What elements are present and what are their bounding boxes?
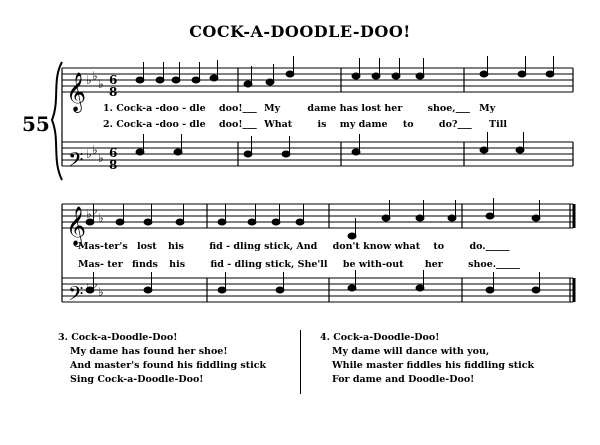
svg-text:♭: ♭ [98, 77, 104, 91]
treble-note [172, 77, 180, 83]
treble-note [532, 215, 540, 221]
svg-text:♭: ♭ [98, 285, 104, 299]
bass-note [282, 151, 290, 157]
treble-note [176, 219, 184, 225]
svg-text:♭: ♭ [92, 69, 98, 83]
svg-text:♭: ♭ [98, 211, 104, 225]
lyrics-verse-1-line-2: Mas-ter's lost his fid - dling stick, And don't know what to do._____ [78, 241, 510, 252]
brace-system-1 [52, 62, 62, 180]
bass-note [136, 149, 144, 155]
treble-note [348, 233, 356, 239]
treble-note [416, 73, 424, 79]
treble-note [286, 71, 294, 77]
svg-text:♭: ♭ [86, 207, 92, 221]
treble-note [518, 71, 526, 77]
svg-text:8: 8 [109, 85, 118, 99]
treble-note [248, 219, 256, 225]
verse-4-line-4: For dame and Doodle-Doo! [332, 374, 475, 385]
treble-note [218, 219, 226, 225]
bass-note [144, 287, 152, 293]
bass-note [218, 287, 226, 293]
bass-note [348, 285, 356, 291]
verse-divider [300, 330, 301, 394]
treble-note [210, 75, 218, 81]
treble-clef-1: 𝄞 [66, 72, 87, 112]
svg-text:♭: ♭ [86, 281, 92, 295]
bass-note [532, 287, 540, 293]
treble-note [352, 73, 360, 79]
svg-text:♭: ♭ [92, 277, 98, 291]
lyric-word: 1. Cock [103, 103, 143, 114]
lyrics-verse-1-line: 1. Cock-a -doo - dle doo!___ My dame has lost her shoe,___ My [103, 103, 496, 114]
treble-note [272, 219, 280, 225]
bass-note [486, 287, 494, 293]
treble-note [486, 213, 494, 219]
lyrics-verse-2-line: 2. Cock-a -doo - dle doo!___ What is my dame to do?___ Till [103, 119, 507, 130]
bass-note [480, 147, 488, 153]
verse-4-line-3: While master fiddles his fiddling stick [332, 360, 535, 371]
svg-text:♭: ♭ [98, 151, 104, 165]
treble-note [480, 71, 488, 77]
verse-3-line-3: And master's found his fiddling stick [70, 360, 267, 371]
treble-note [296, 219, 304, 225]
verse-3-line-2: My dame has found her shoe! [70, 346, 228, 357]
treble-note [372, 73, 380, 79]
verse-4-line-2: My dame will dance with you, [332, 346, 490, 357]
treble-note [546, 71, 554, 77]
bass-note [276, 287, 284, 293]
lyrics-verse-2-line-2: Mas- ter finds his fid - dling stick, She'll be with-out her shoe._____ [78, 259, 520, 270]
bass-note [174, 149, 182, 155]
treble-clef-2: 𝄞 [66, 206, 87, 246]
bass-note [516, 147, 524, 153]
svg-text:6: 6 [109, 73, 118, 87]
song-title: COCK-A-DOODLE-DOO! [189, 22, 411, 41]
bass-note [244, 151, 252, 157]
treble-note [116, 219, 124, 225]
treble-note [144, 219, 152, 225]
bass-note [416, 285, 424, 291]
verse-3-line-1: 3. Cock-a-Doodle-Doo! [58, 332, 178, 343]
bass-clef-2: 𝄢 [68, 282, 84, 310]
treble-note [382, 215, 390, 221]
treble-note [192, 77, 200, 83]
song-number: 55 [22, 112, 50, 136]
svg-text:♭: ♭ [86, 73, 92, 87]
svg-text:♭: ♭ [86, 147, 92, 161]
verse-4 [320, 331, 534, 387]
svg-text:♭: ♭ [92, 143, 98, 157]
verse-3 [58, 331, 266, 387]
bass-note [352, 149, 360, 155]
treble-note [448, 215, 456, 221]
svg-text:8: 8 [109, 158, 118, 172]
svg-text:♭: ♭ [92, 203, 98, 217]
treble-note [416, 215, 424, 221]
treble-note [244, 81, 252, 87]
treble-note [156, 77, 164, 83]
bass-clef-1: 𝄢 [68, 148, 84, 176]
svg-text:6: 6 [109, 146, 118, 160]
treble-note [136, 77, 144, 83]
verse-4-line-1: 4. Cock-a-Doodle-Doo! [320, 332, 440, 343]
treble-note [392, 73, 400, 79]
treble-note [266, 79, 274, 85]
verse-3-line-4: Sing Cock-a-Doodle-Doo! [70, 374, 204, 385]
